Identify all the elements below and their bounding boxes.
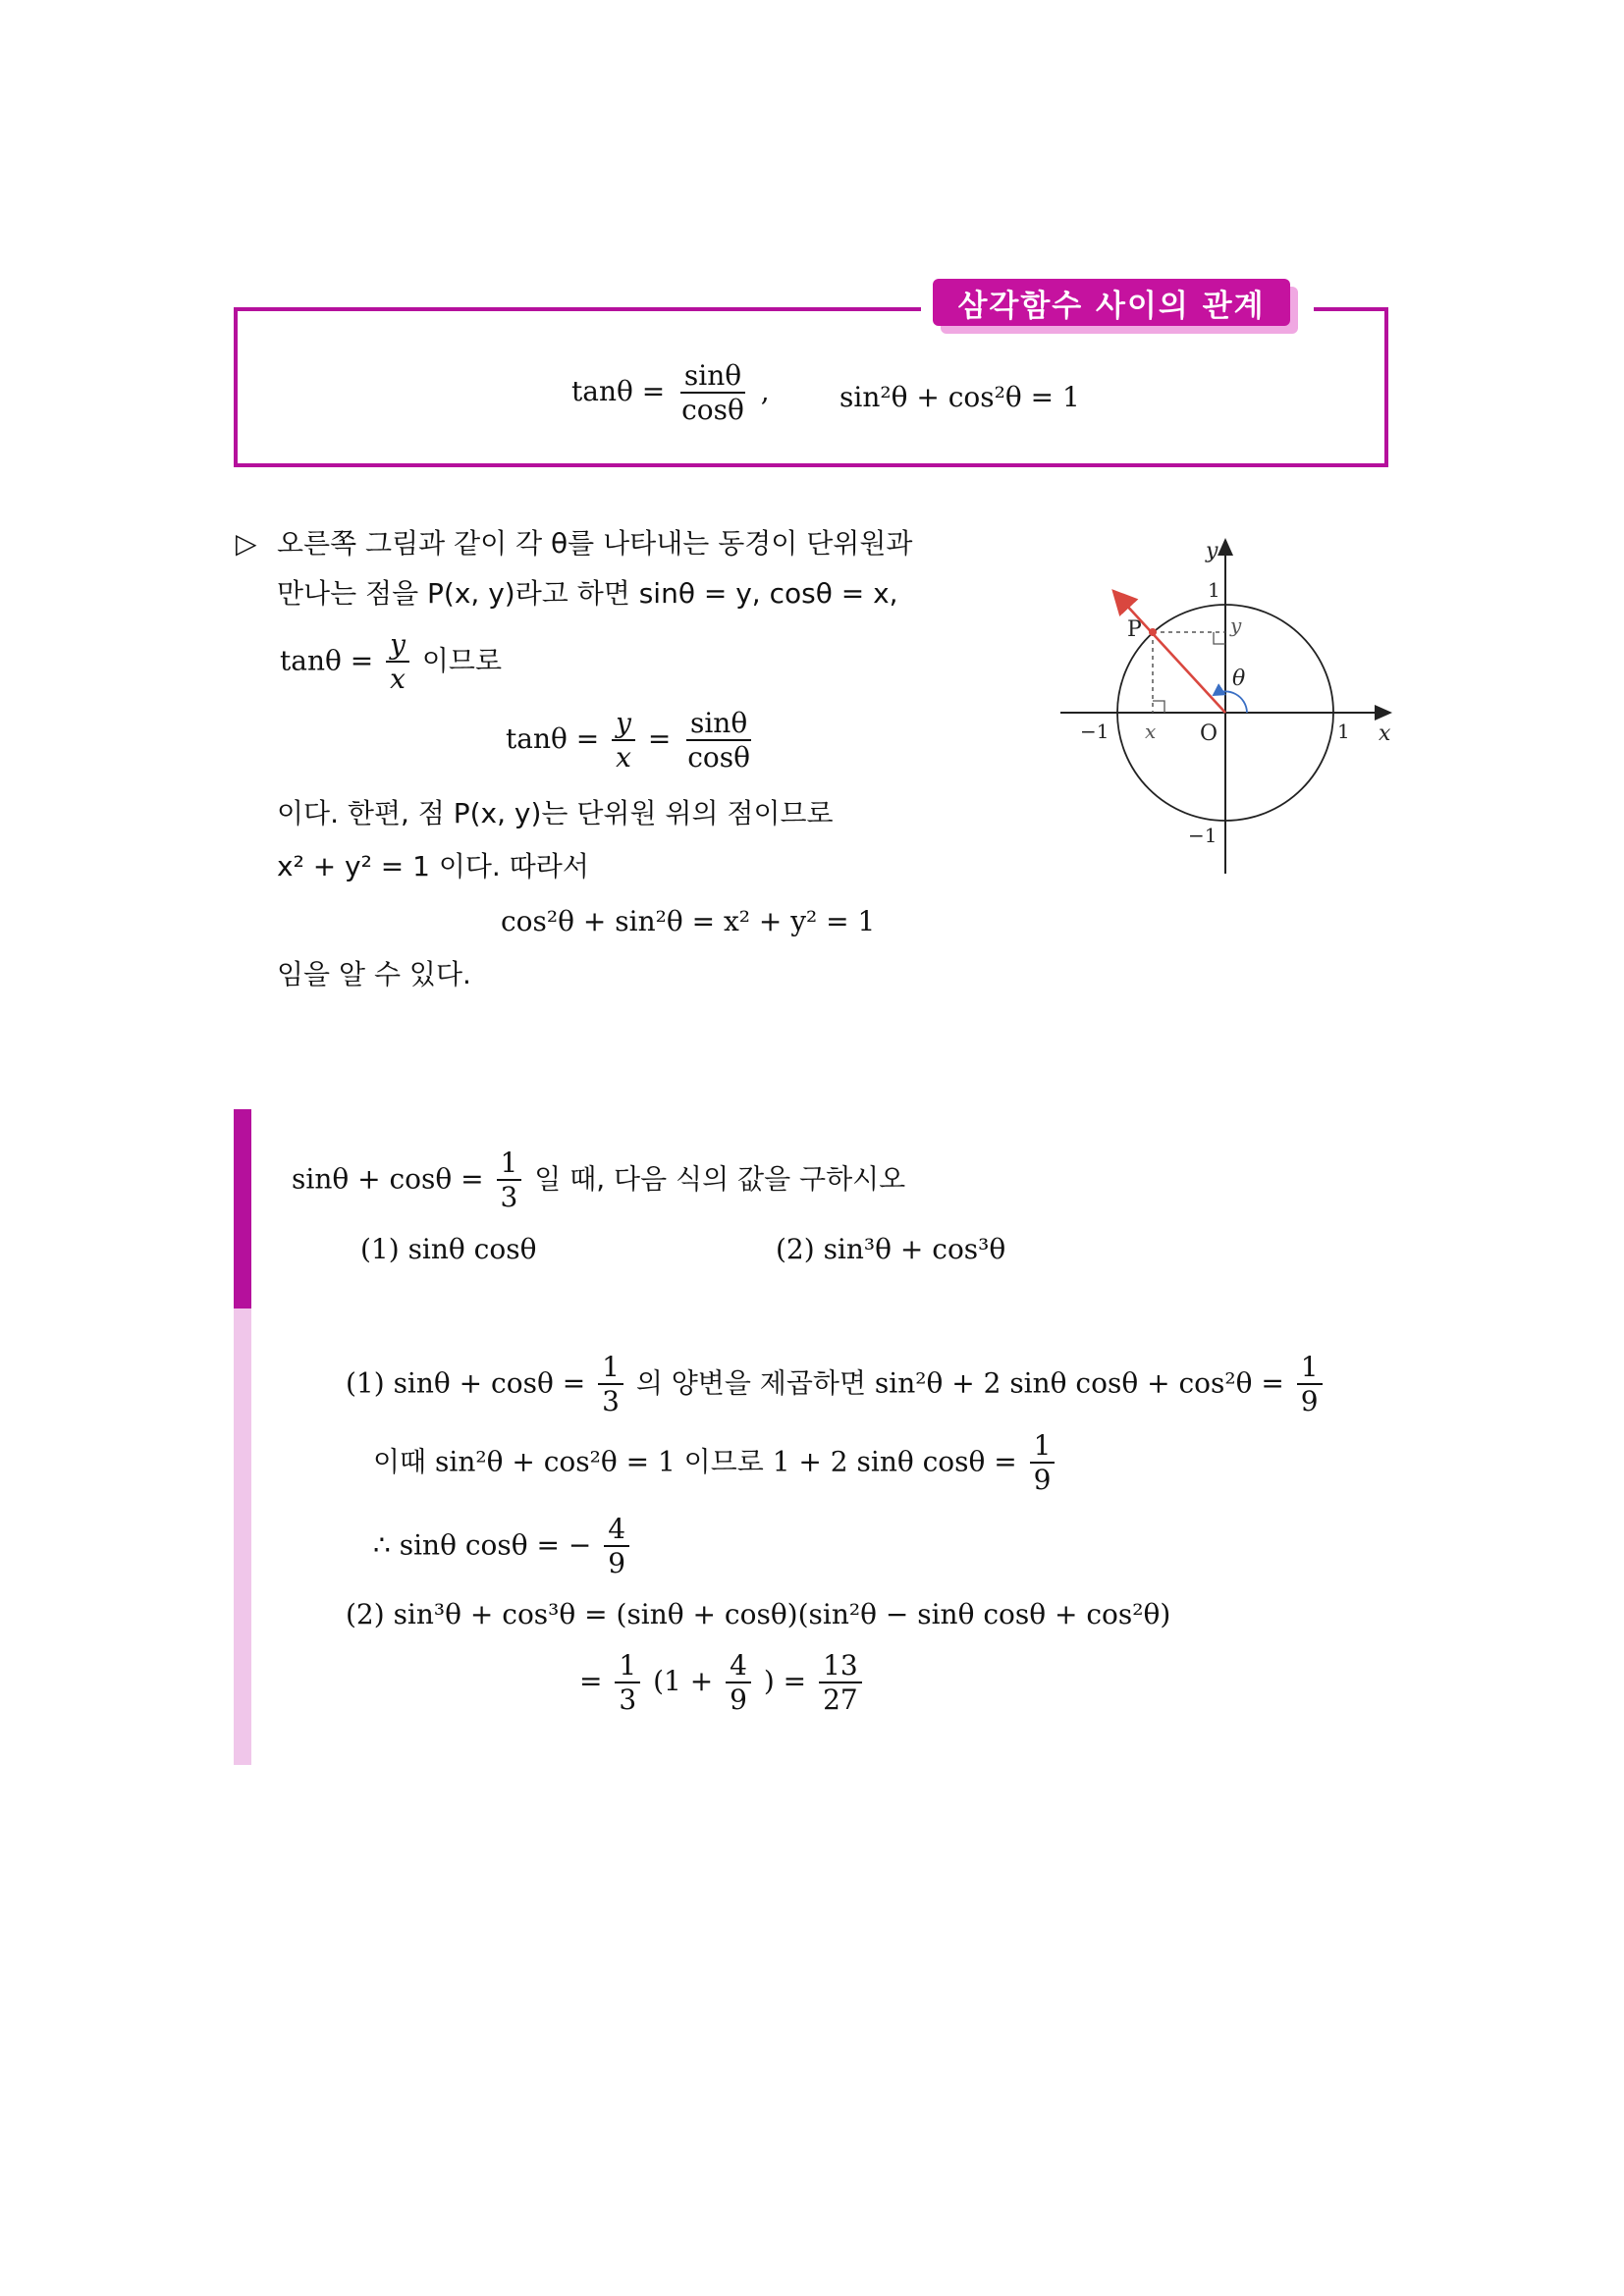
fraction: $\frac{1}{3}$ <box>615 1651 640 1715</box>
fraction: $\frac{y}{x}$ <box>386 630 409 694</box>
solution-line-3: ∴ sinθ cosθ = − $\frac{4}{9}$ <box>373 1515 633 1578</box>
fraction: $\frac{y}{x}$ <box>612 709 635 773</box>
origin-label: O <box>1200 721 1218 746</box>
tan-identity: tanθ = $\frac{\sin\theta}{\cos\theta}$ , <box>571 359 770 427</box>
fraction: $\frac{1}{3}$ <box>497 1148 522 1212</box>
solution-line-1: (1) sinθ + cosθ = $\frac{1}{3}$ 의 양변을 제곱하면 sin²θ + 2 sinθ cosθ + cos²θ = $\frac{1}{9}$ <box>346 1353 1326 1416</box>
box-top-border <box>234 307 921 311</box>
fraction: $\frac{4}{9}$ <box>726 1651 751 1715</box>
x-axis-label: x <box>1379 721 1391 746</box>
box-top-border <box>1314 307 1388 311</box>
tick-y-negative: −1 <box>1188 824 1218 847</box>
fraction: $\frac{13}{27}$ <box>819 1651 862 1715</box>
fraction: $\frac{\sin\theta}{\cos\theta}$ <box>681 359 744 427</box>
triangle-marker: ▷ <box>236 527 257 560</box>
tick-x-positive: 1 <box>1337 720 1350 743</box>
explanation-line-8: 임을 알 수 있다. <box>277 958 471 990</box>
fraction: $\frac{1}{3}$ <box>598 1353 623 1416</box>
explanation-line-1: 오른쪽 그림과 같이 각 θ를 나타내는 동경이 단위원과 <box>277 527 913 560</box>
problem-accent-bar <box>234 1109 251 1308</box>
fraction: $\frac{\sin\theta}{\cos\theta}$ <box>687 707 750 774</box>
question-1: (1) sinθ cosθ <box>360 1233 537 1265</box>
section-title: 삼각함수 사이의 관계 <box>933 279 1290 326</box>
explanation-line-2: 만나는 점을 P(x, y)라고 하면 sinθ = y, cosθ = x, <box>277 577 898 610</box>
fraction: $\frac{1}{9}$ <box>1297 1353 1323 1416</box>
pythagorean-identity: sin²θ + cos²θ = 1 <box>839 381 1080 413</box>
tick-x-negative: −1 <box>1080 720 1110 743</box>
unit-circle-figure <box>1051 530 1404 883</box>
point-p <box>1149 628 1157 636</box>
point-label: P <box>1127 617 1142 642</box>
solution-accent-bar <box>234 1308 251 1765</box>
angle-label: θ <box>1232 667 1246 691</box>
terminal-ray <box>1113 591 1225 713</box>
right-angle-mark <box>1153 701 1164 713</box>
angle-arc <box>1214 691 1247 713</box>
tick-y-positive: 1 <box>1208 578 1220 602</box>
solution-line-2: 이때 sin²θ + cos²θ = 1 이므로 1 + 2 sinθ cosθ = $\frac{1}{9}$ <box>373 1431 1058 1495</box>
question-2: (2) sin³θ + cos³θ <box>776 1233 1006 1265</box>
projection-x-label: x <box>1145 720 1157 743</box>
fraction: $\frac{4}{9}$ <box>604 1515 629 1578</box>
projection-y-label: y <box>1230 614 1242 637</box>
explanation-line-3: tanθ = $\frac{y}{x}$ 이므로 <box>280 628 502 696</box>
problem-statement: sinθ + cosθ = $\frac{1}{3}$ 일 때, 다음 식의 값을 구하시오 <box>292 1147 906 1214</box>
explanation-line-6: x² + y² = 1 이다. 따라서 <box>277 850 589 882</box>
explanation-line-7: cos²θ + sin²θ = x² + y² = 1 <box>501 905 876 937</box>
y-axis-label: y <box>1206 539 1218 563</box>
fraction: $\frac{1}{9}$ <box>1030 1431 1056 1495</box>
solution-line-4: (2) sin³θ + cos³θ = (sinθ + cosθ)(sin²θ − sinθ cosθ + cos²θ) <box>346 1598 1171 1630</box>
explanation-line-4: tanθ = $\frac{y}{x}$ = $\frac{\sin\theta}{\cos\theta}$ <box>506 709 758 773</box>
solution-line-5: = $\frac{1}{3}$ (1 + $\frac{4}{9}$ ) = $\frac{13}{27}$ <box>579 1651 866 1715</box>
right-angle-mark <box>1214 632 1225 644</box>
explanation-line-5: 이다. 한편, 점 P(x, y)는 단위원 위의 점이므로 <box>277 797 834 829</box>
